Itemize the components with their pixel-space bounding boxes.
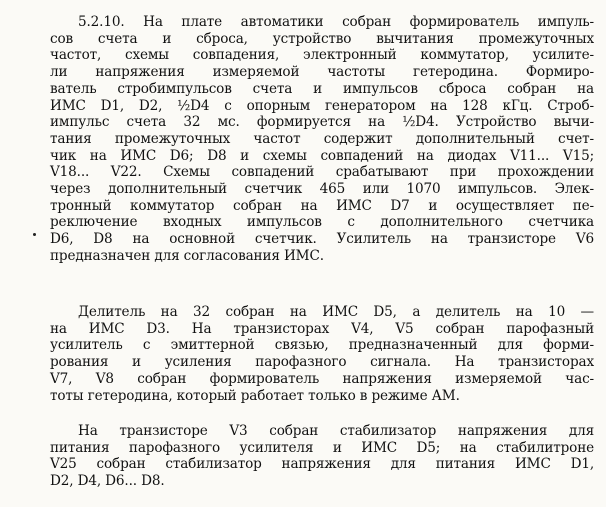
- text-line: импульс счета 32 мс. формируется на ½D4. Устройство вычи-: [50, 114, 594, 131]
- text-line: через дополнительный счетчик 465 или 1070 импульсов. Элек-: [50, 181, 594, 198]
- text-line: частот, схемы совпадения, электронный коммутатор, усилите-: [50, 47, 594, 64]
- text-line: предназначен для согласования ИМС.: [50, 247, 324, 264]
- text-line: тания промежуточных частот содержит дополнительный счет-: [50, 130, 594, 147]
- text-line: V18... V22. Схемы совпадений срабатывают при прохождении: [50, 164, 594, 181]
- text-line: На транзисторе V3 собран стабилизатор напряжения для: [78, 423, 594, 439]
- text-line: D2, D4, D6... D8.: [50, 473, 165, 490]
- text-line: питания парофазного усилителя и ИМС D5; на стабилитроне: [50, 439, 594, 456]
- text-line: сов счета и сброса, устройство вычитания промежуточных: [50, 30, 594, 47]
- text-line: V25 собран стабилизатор напряжения для питания ИМС D1,: [50, 456, 594, 473]
- paragraph-3: [50, 423, 594, 490]
- text-line: 5.2.10. На плате автоматики собран формирователь импуль-: [78, 14, 594, 30]
- text-line: тоты гетеродина, который работает только в режиме АМ.: [50, 387, 460, 404]
- text-line: D6, D8 на основной счетчик. Усилитель на транзисторе V6: [50, 231, 594, 248]
- scan-speck: [33, 233, 36, 236]
- text-line: ли напряжения измеряемой частоты гетеродина. Формиро-: [50, 64, 594, 81]
- text-line: тронный коммутатор собран на ИМС D7 и осуществляет пе-: [50, 197, 594, 214]
- text-line: ватель стробимпульсов счета и импульсов сброса собран на: [50, 80, 594, 97]
- text-line: усилитель с эмиттерной связью, предназначенный для форми-: [50, 337, 594, 354]
- paragraph-1: [50, 14, 594, 265]
- text-line: чик на ИМС D6; D8 и схемы совпадений на диодах V11... V15;: [50, 147, 594, 164]
- text-line: ИМС D1, D2, ½D4 с опорным генератором на 128 кГц. Строб-: [50, 97, 594, 114]
- paragraph-2: [50, 304, 594, 404]
- text-line: V7, V8 собран формирователь напряжения измеряемой час-: [50, 370, 594, 387]
- text-line: реключение входных импульсов с дополнительного счетчика: [50, 214, 594, 231]
- text-line: на ИМС D3. На транзисторах V4, V5 собран парофазный: [50, 320, 594, 337]
- text-line: рования и усиления парофазного сигнала. На транзисторах: [50, 354, 594, 371]
- text-line: Делитель на 32 собран на ИМС D5, а делитель на 10 —: [78, 304, 594, 320]
